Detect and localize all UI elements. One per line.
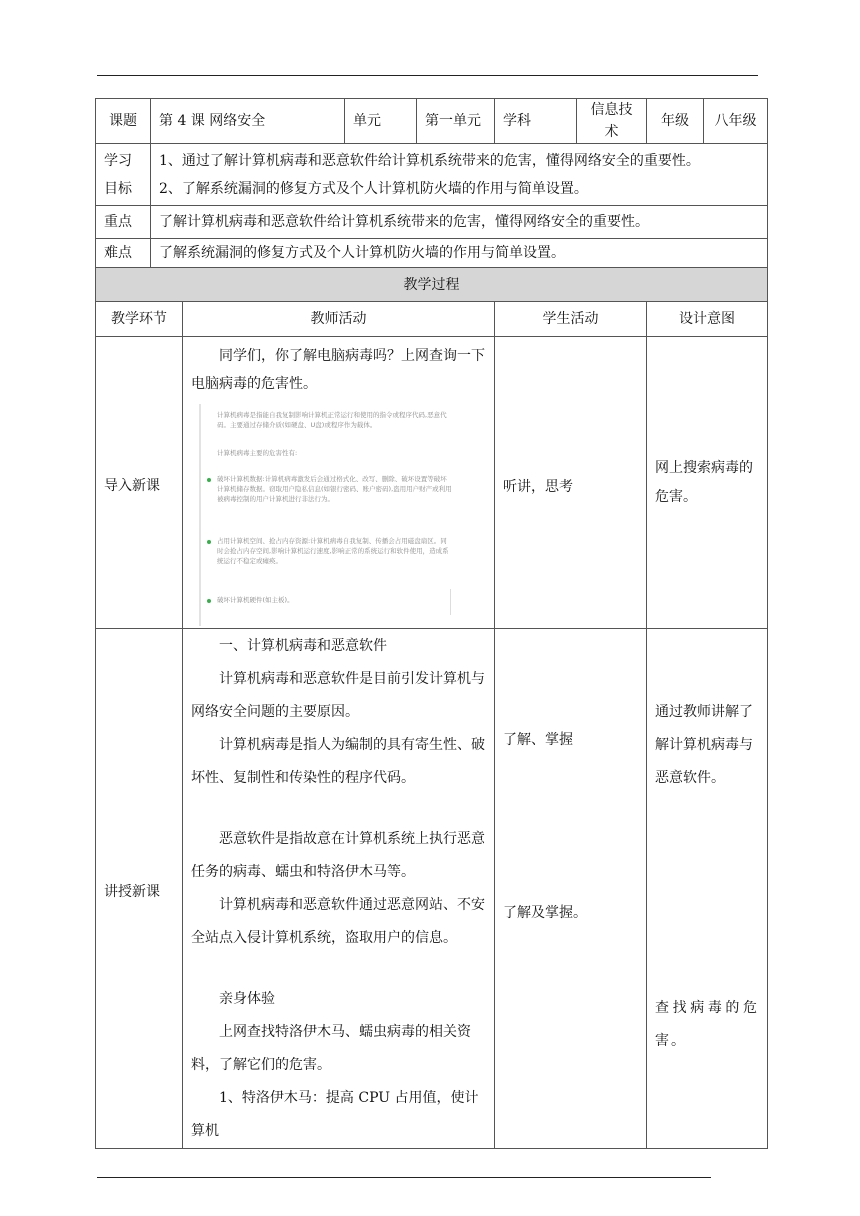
key-point-text: 了解计算机病毒和恶意软件给计算机系统带来的危害，懂得网络安全的重要性。: [151, 206, 768, 239]
objective-item: 1、通过了解计算机病毒和恶意软件给计算机系统带来的危害，懂得网络安全的重要性。: [159, 152, 700, 169]
difficulty-row: [96, 239, 768, 268]
unit-value: 第一单元: [417, 99, 495, 144]
difficulty-text: 了解系统漏洞的修复方式及个人计算机防火墙的作用与简单设置。: [151, 239, 768, 268]
key-point-label: 重点: [96, 206, 151, 239]
intro-student: 听讲，思考: [495, 337, 647, 629]
subject-label: 学科: [495, 99, 577, 144]
grade-label: 年级: [647, 99, 704, 144]
bullet-dot-icon: [207, 599, 211, 603]
column-phase: 教学环节: [96, 302, 183, 337]
objectives-row: [96, 144, 768, 206]
difficulty-label: 难点: [96, 239, 151, 268]
virus-info-screenshot: [199, 404, 459, 626]
lecture-intent-2: 查找病毒的危害。: [655, 1000, 760, 1049]
lecture-paragraph: 1、特洛伊木马：提高 CPU 占用值，使计算机: [191, 1090, 479, 1139]
lecture-student-1: 了解、掌握: [503, 732, 574, 748]
bullet-dot-icon: [207, 478, 211, 482]
screenshot-bullet: 破坏计算机数据:计算机病毒激发后会通过格式化、改写、删除、破坏设置等破坏计算机储存数据。窃取用户隐私信息(如银行密码、账户密码),盗用用户财产或利用被病毒控制的用户计算机进行非法行为。: [217, 474, 452, 503]
grade-value: 八年级: [704, 99, 768, 144]
header-row: [96, 99, 768, 144]
column-student: 学生活动: [495, 302, 647, 337]
intro-phase: 导入新课: [96, 337, 183, 629]
intro-teacher-text: 同学们，你了解电脑病毒吗？上网查询一下电脑病毒的危害性。: [191, 347, 485, 392]
course-label: 课题: [96, 99, 151, 144]
lecture-paragraph: 上网查找特洛伊木马、蠕虫病毒的相关资料，了解它们的危害。: [191, 1024, 471, 1073]
key-point-row: [96, 206, 768, 239]
bullet-dot-icon: [207, 540, 211, 544]
lecture-intent-1: 通过教师讲解了解计算机病毒与恶意软件。: [655, 704, 754, 786]
course-value: 第 4 课 网络安全: [151, 99, 345, 144]
objectives-label: 学习 目标: [96, 144, 151, 206]
intro-row: [96, 337, 768, 629]
lecture-subheading: 亲身体验: [219, 991, 275, 1007]
blank-line: [191, 955, 486, 983]
intro-teacher: [183, 337, 495, 629]
screenshot-paragraph: 计算机病毒主要的危害性有:: [217, 448, 298, 457]
screenshot-scrollbar: [450, 589, 451, 615]
lecture-row: [96, 629, 768, 1149]
lesson-plan-table: [95, 98, 767, 1149]
screenshot-bullet: 破坏计算机硬件(如主板)。: [217, 595, 294, 604]
unit-label: 单元: [345, 99, 417, 144]
intro-intent: 网上搜索病毒的危害。: [647, 337, 768, 629]
lecture-student: [495, 629, 647, 1149]
screenshot-paragraph: 计算机病毒是指能自我复制影响计算机正常运行和使用的指令或程序代码,恶意代码。主要通过存储介质(如硬盘、U盘)或程序作为载体。: [217, 410, 447, 429]
column-intent: 设计意图: [647, 302, 768, 337]
lecture-phase: 讲授新课: [96, 629, 183, 1149]
lecture-paragraph: 恶意软件是指故意在计算机系统上执行恶意任务的病毒、蠕虫和特洛伊木马等。: [191, 831, 485, 880]
objectives-text: [151, 144, 768, 206]
column-teacher: 教师活动: [183, 302, 495, 337]
lecture-teacher: [183, 629, 495, 1149]
lecture-heading: 一、计算机病毒和恶意软件: [219, 638, 387, 654]
lecture-paragraph: 计算机病毒和恶意软件是目前引发计算机与网络安全问题的主要原因。: [191, 671, 485, 720]
footer-rule: [97, 1177, 711, 1178]
blank-line: [191, 795, 486, 823]
lecture-student-2: 了解及掌握。: [503, 905, 588, 921]
lecture-paragraph: 计算机病毒是指人为编制的具有寄生性、破坏性、复制性和传染性的程序代码。: [191, 737, 485, 786]
header-rule: [97, 75, 758, 76]
process-header-row: [96, 302, 768, 337]
subject-value: 信息技术: [577, 99, 647, 144]
lecture-paragraph: 计算机病毒和恶意软件通过恶意网站、不安全站点入侵计算机系统，盗取用户的信息。: [191, 897, 485, 946]
process-title: 教学过程: [96, 268, 768, 302]
objective-item: 2、了解系统漏洞的修复方式及个人计算机防火墙的作用与简单设置。: [159, 180, 588, 197]
screenshot-bullet: 占用计算机空间、抢占内存资源:计算机病毒自我复制、传播会占用磁盘扇区。同时会抢占内存空间,影响计算机运行速度,影响正常的系统运行和软件使用，造成系统运行不稳定或瘫痪。: [217, 536, 449, 565]
process-title-row: [96, 268, 768, 302]
lecture-intent: [647, 629, 768, 1149]
